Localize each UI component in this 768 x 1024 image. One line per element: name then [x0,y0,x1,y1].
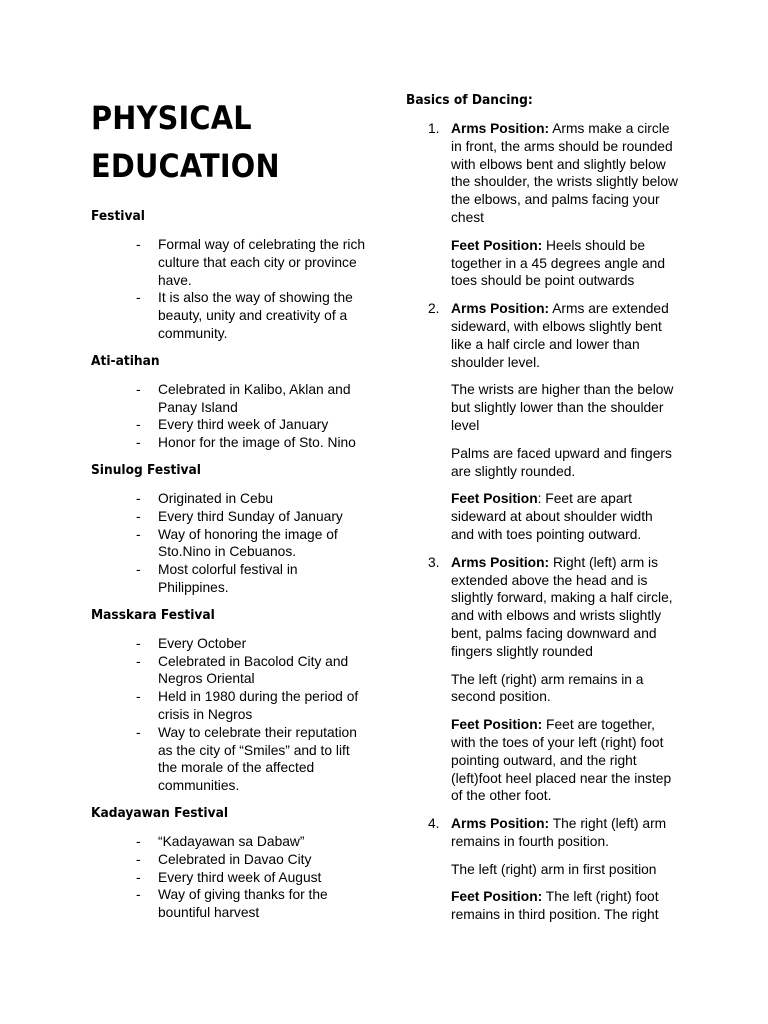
dash-bullet: - [136,290,141,306]
dash-bullet: - [136,381,141,397]
dash-bullet: - [136,508,141,524]
section-heading-masskara: Masskara Festival [91,607,215,623]
list-item: - Originated in Cebu [136,490,274,506]
arms-position-text: Arms Position: Arms are extended sideward, with elbows slightly bent like a half circle and lower than shoulder level. [451,301,669,370]
dash-bullet: - [136,689,141,705]
step-note: Palms are faced upward and fingers are slightly rounded. [451,445,672,479]
list-item: - Way of honoring the image of Sto.Nino in Cebuanos. [136,526,338,560]
step-item-3 [406,554,686,805]
list-item: - Most colorful festival in Philippines. [136,562,298,595]
list-item: - Celebrated in Davao City [136,851,312,867]
step-number: 2. [428,301,440,317]
section-heading-festival: Festival [91,209,145,224]
list-item: - Every third week of August [136,869,322,885]
step-item-2 [406,300,686,544]
list-item: - Honor for the image of Sto. Nino [136,435,356,451]
kadayawan-list [91,833,371,922]
dash-bullet: - [136,237,141,252]
feet-label: Feet Position: [451,889,543,905]
dash-bullet: - [136,562,141,578]
page-title [91,94,343,190]
step-item-1 [406,120,686,290]
arms-position-text: Arms Position: Arms make a circle in front, the arms should be rounded with elbows bent and slightly below the shoulder, the wrists slightly below the elbows, and palms facing your chest [451,121,678,225]
list-item: - Celebrated in Bacolod City and Negros Oriental [136,653,349,687]
basics-heading: Basics of Dancing: [406,93,533,108]
step-item-4 [406,815,686,924]
list-item: - Every third week of January [136,417,329,433]
step-number: 1. [428,121,440,136]
step-note: The left (right) arm remains in a second position. [451,671,644,705]
festival-list [91,236,371,343]
title-line-2: EDUCATION [91,147,280,185]
step-note: The wrists are higher than the below but slightly lower than the shoulder level [451,382,674,433]
list-item: - Held in 1980 during the period of crisis in Negros [136,689,359,722]
dash-bullet: - [136,417,141,433]
masskara-list [91,635,371,795]
feet-position-text: Feet Position: The left (right) foot remains in third position. The right [451,889,659,923]
dash-bullet: - [136,435,141,451]
list-item: - Every October [136,635,247,651]
feet-position-text: Feet Position: Feet are apart sideward at about shoulder width and with toes pointing outward. [451,491,653,542]
dash-bullet: - [136,833,141,849]
list-item: - It is also the way of showing the beauty, unity and creativity of a community. [136,290,353,341]
dash-bullet: - [136,526,141,542]
list-item: - Every third Sunday of January [136,508,343,524]
list-item: - Way of giving thanks for the bountiful harvest [136,887,328,921]
feet-position-text: Feet Position: Heels should be together in a 45 degrees angle and toes should be point outwards [451,237,666,289]
feet-label: Feet Position: [451,237,543,253]
arms-label: Arms Position: [451,121,550,136]
list-item: - Celebrated in Kalibo, Aklan and Panay Island [136,381,351,415]
list-item: - Formal way of celebrating the rich culture that each city or province have. [136,237,366,288]
list-item: - Way to celebrate their reputation as the city of “Smiles” and to lift the morale of the affected communities. [136,724,357,794]
feet-label: Feet Position: [451,717,543,733]
dash-bullet: - [136,851,141,867]
section-heading-kadayawan: Kadayawan Festival [91,805,229,821]
section-heading-sinulog: Sinulog Festival [91,462,201,478]
dash-bullet: - [136,653,141,669]
arms-position-text: Arms Position: Right (left) arm is extended above the head and is slightly forward, making a half circle, and with elbows and wrists slightly bent, palms facing downward and fingers slightly rounded [451,554,673,659]
feet-position-text: Feet Position: Feet are together, with the toes of your left (right) foot pointing outward, and the right (left)foot heel placed near the instep of the other foot. [451,717,672,804]
arms-position-text: Arms Position: The right (left) arm remains in fourth position. [451,816,667,849]
ati-atihan-list [91,381,371,452]
step-number: 4. [428,816,440,832]
dash-bullet: - [136,887,141,903]
sinulog-list [91,490,371,597]
dash-bullet: - [136,635,141,651]
right-column [406,92,686,934]
arms-label: Arms Position: [451,301,550,317]
dash-bullet: - [136,490,141,506]
arms-label: Arms Position: [451,816,550,832]
step-number: 3. [428,554,440,570]
dash-bullet: - [136,869,141,885]
basics-steps-list [406,120,686,924]
left-column [91,94,371,932]
section-heading-ati-atihan: Ati-atihan [91,353,160,369]
step-note: The left (right) arm in first position [451,861,657,877]
arms-label: Arms Position: [451,554,550,570]
feet-label: Feet Position [451,491,538,507]
list-item: - “Kadayawan sa Dabaw” [136,833,305,849]
title-line-1: PHYSICAL [91,99,252,137]
dash-bullet: - [136,724,141,740]
